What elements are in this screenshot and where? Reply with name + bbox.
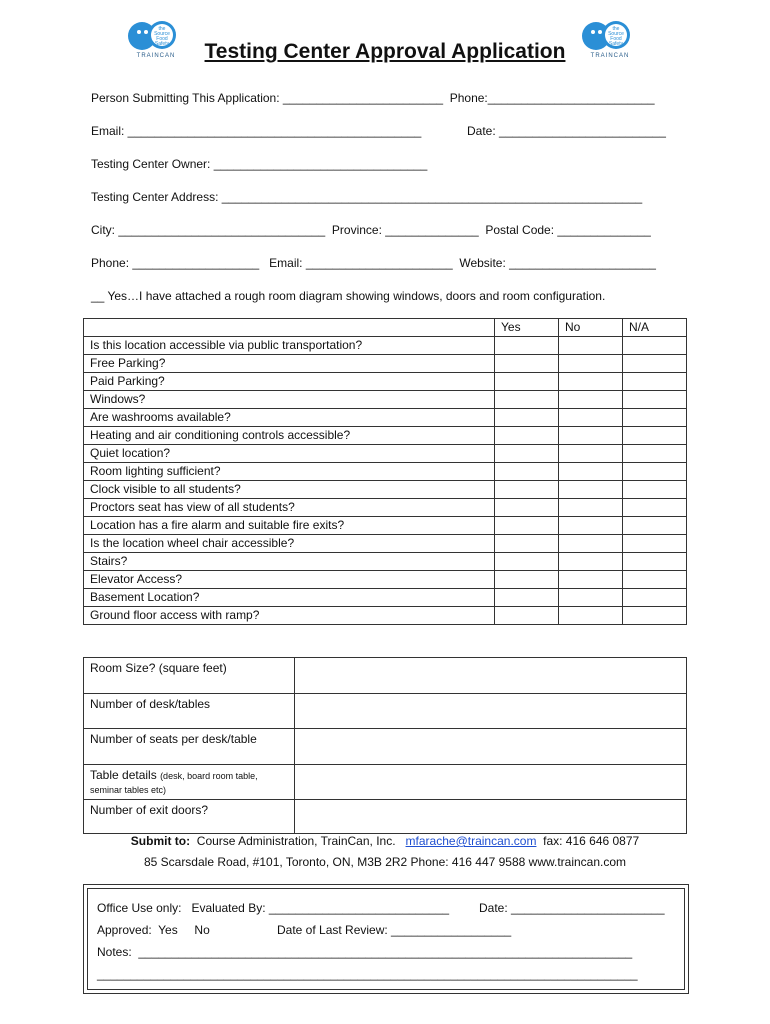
table-row	[84, 553, 687, 571]
checklist-question: Quiet location?	[84, 445, 495, 463]
table-details-note-2: seminar tables etc)	[90, 785, 167, 795]
table-row	[84, 337, 687, 355]
table-details-label	[84, 765, 295, 800]
table-row	[84, 427, 687, 445]
svg-text:the: the	[158, 26, 166, 32]
submit-fax: fax: 416 646 0877	[536, 834, 640, 848]
no-cell[interactable]	[559, 589, 623, 607]
table-details-text: Table details	[90, 768, 157, 782]
no-cell[interactable]	[559, 355, 623, 373]
email-field[interactable]: Email: ____________________________________________	[91, 124, 422, 138]
no-cell[interactable]	[559, 391, 623, 409]
page-title: Testing Center Approval Application	[204, 40, 566, 63]
checklist-question: Are washrooms available?	[84, 409, 495, 427]
table-row	[84, 409, 687, 427]
table-row	[84, 481, 687, 499]
table-details-input[interactable]	[295, 765, 687, 800]
na-cell[interactable]	[623, 535, 687, 553]
na-cell[interactable]	[623, 499, 687, 517]
svg-text:Food: Food	[156, 36, 168, 42]
checklist-question: Basement Location?	[84, 589, 495, 607]
testing-center-address-field[interactable]: Testing Center Address: _______________________________________________________________	[91, 190, 643, 204]
svg-text:Safety: Safety	[154, 41, 170, 47]
yes-cell[interactable]	[495, 553, 559, 571]
no-cell[interactable]	[559, 409, 623, 427]
yes-cell[interactable]	[495, 337, 559, 355]
logo-brand: TRAINCAN	[136, 53, 176, 59]
no-cell[interactable]	[559, 445, 623, 463]
table-row	[84, 658, 687, 694]
na-cell[interactable]	[623, 373, 687, 391]
yes-cell[interactable]	[495, 391, 559, 409]
submit-info-line-1	[0, 834, 770, 848]
na-cell[interactable]	[623, 607, 687, 625]
checklist-question: Free Parking?	[84, 355, 495, 373]
phone-email-website-field[interactable]: Phone: ___________________ Email: ______________________ Website: ______________________	[91, 256, 656, 270]
na-cell[interactable]	[623, 409, 687, 427]
person-submitting-field[interactable]: Person Submitting This Application: ________________________ Phone:_________________________	[91, 91, 655, 105]
office-date-field[interactable]: Date: _______________________	[479, 901, 665, 915]
office-use-box	[83, 884, 689, 994]
na-cell[interactable]	[623, 571, 687, 589]
submit-label: Submit to:	[130, 834, 191, 848]
table-header-row	[84, 319, 687, 337]
question-header	[84, 319, 495, 337]
table-row	[84, 589, 687, 607]
seats-per-desk-input[interactable]	[295, 729, 687, 765]
checklist-question: Room lighting sufficient?	[84, 463, 495, 481]
svg-text:Safety: Safety	[608, 41, 624, 47]
table-row	[84, 463, 687, 481]
checklist-question: Stairs?	[84, 553, 495, 571]
table-details-note: (desk, board room table,	[160, 771, 258, 781]
yes-cell[interactable]	[495, 463, 559, 481]
city-province-postal-field[interactable]: City: _______________________________ Province: ______________ Postal Code: ______________	[91, 223, 651, 237]
yes-cell[interactable]	[495, 427, 559, 445]
no-cell[interactable]	[559, 373, 623, 391]
na-cell[interactable]	[623, 481, 687, 499]
no-cell[interactable]	[559, 571, 623, 589]
svg-text:Food: Food	[610, 36, 622, 42]
yes-cell[interactable]	[495, 535, 559, 553]
yes-header: Yes	[495, 319, 559, 337]
table-row	[84, 391, 687, 409]
table-row	[84, 800, 687, 834]
room-size-label: Room Size? (square feet)	[84, 658, 295, 694]
logo-brand: TRAINCAN	[590, 53, 630, 59]
na-cell[interactable]	[623, 517, 687, 535]
table-row	[84, 355, 687, 373]
na-cell[interactable]	[623, 355, 687, 373]
checklist-question: Ground floor access with ramp?	[84, 607, 495, 625]
svg-text:the: the	[612, 26, 620, 32]
desk-count-label: Number of desk/tables	[84, 694, 295, 729]
table-row	[84, 765, 687, 800]
checklist-question: Clock visible to all students?	[84, 481, 495, 499]
seats-per-desk-label: Number of seats per desk/table	[84, 729, 295, 765]
svg-text:Source: Source	[608, 31, 624, 37]
no-cell[interactable]	[559, 517, 623, 535]
na-cell[interactable]	[623, 391, 687, 409]
table-row	[84, 607, 687, 625]
facility-checklist-table	[83, 318, 687, 625]
checklist-question: Elevator Access?	[84, 571, 495, 589]
no-header: No	[559, 319, 623, 337]
yes-cell[interactable]	[495, 571, 559, 589]
checklist-question: Location has a fire alarm and suitable fire exits?	[84, 517, 495, 535]
evaluated-by-field[interactable]: Office Use only: Evaluated By: ___________________________	[97, 901, 450, 915]
notes-field[interactable]: Notes: __________________________________________________________________________	[97, 945, 633, 959]
yes-cell[interactable]	[495, 517, 559, 535]
no-cell[interactable]	[559, 607, 623, 625]
yes-cell[interactable]	[495, 445, 559, 463]
table-row	[84, 517, 687, 535]
checklist-question: Windows?	[84, 391, 495, 409]
yes-cell[interactable]	[495, 373, 559, 391]
yes-cell[interactable]	[495, 499, 559, 517]
no-cell[interactable]	[559, 481, 623, 499]
table-row	[84, 499, 687, 517]
table-row	[84, 373, 687, 391]
date-field[interactable]: Date: _________________________	[467, 124, 666, 138]
testing-center-owner-field[interactable]: Testing Center Owner: ________________________________	[91, 157, 428, 171]
no-cell[interactable]	[559, 553, 623, 571]
exit-doors-input[interactable]	[295, 800, 687, 834]
room-size-input[interactable]	[295, 658, 687, 694]
room-diagram-checkbox[interactable]: __ Yes…I have attached a rough room diagram showing windows, doors and room configuration.	[91, 289, 606, 303]
table-row	[84, 571, 687, 589]
na-header: N/A	[623, 319, 687, 337]
yes-cell[interactable]	[495, 481, 559, 499]
table-row	[84, 694, 687, 729]
no-cell[interactable]	[559, 337, 623, 355]
yes-cell[interactable]	[495, 355, 559, 373]
submit-email-link[interactable]: mfarache@traincan.com	[405, 834, 537, 848]
na-cell[interactable]	[623, 445, 687, 463]
checklist-question: Is the location wheel chair accessible?	[84, 535, 495, 553]
no-cell[interactable]	[559, 463, 623, 481]
checklist-question: Heating and air conditioning controls accessible?	[84, 427, 495, 445]
table-row	[84, 729, 687, 765]
submit-info-line-2: 85 Scarsdale Road, #101, Toronto, ON, M3B 2R2 Phone: 416 447 9588 www.traincan.com	[143, 855, 627, 869]
office-use-inner-border	[87, 888, 685, 990]
approved-field[interactable]: Approved: Yes No	[97, 923, 210, 937]
desk-count-input[interactable]	[295, 694, 687, 729]
checklist-question: Proctors seat has view of all students?	[84, 499, 495, 517]
submit-recipient: Course Administration, TrainCan, Inc.	[190, 834, 406, 848]
no-cell[interactable]	[559, 427, 623, 445]
table-row	[84, 445, 687, 463]
na-cell[interactable]	[623, 589, 687, 607]
na-cell[interactable]	[623, 337, 687, 355]
checklist-question: Is this location accessible via public transportation?	[84, 337, 495, 355]
yes-cell[interactable]	[495, 589, 559, 607]
yes-cell[interactable]	[495, 607, 559, 625]
yes-cell[interactable]	[495, 409, 559, 427]
checklist-question: Paid Parking?	[84, 373, 495, 391]
exit-doors-label: Number of exit doors?	[84, 800, 295, 834]
room-details-table	[83, 657, 687, 834]
last-review-date-field[interactable]: Date of Last Review: __________________	[277, 923, 512, 937]
no-cell[interactable]	[559, 499, 623, 517]
notes-field-line-2[interactable]: _________________________________________________________________________________	[97, 967, 638, 981]
na-cell[interactable]	[623, 463, 687, 481]
na-cell[interactable]	[623, 427, 687, 445]
na-cell[interactable]	[623, 553, 687, 571]
table-row	[84, 535, 687, 553]
no-cell[interactable]	[559, 535, 623, 553]
svg-text:Source: Source	[154, 31, 170, 37]
